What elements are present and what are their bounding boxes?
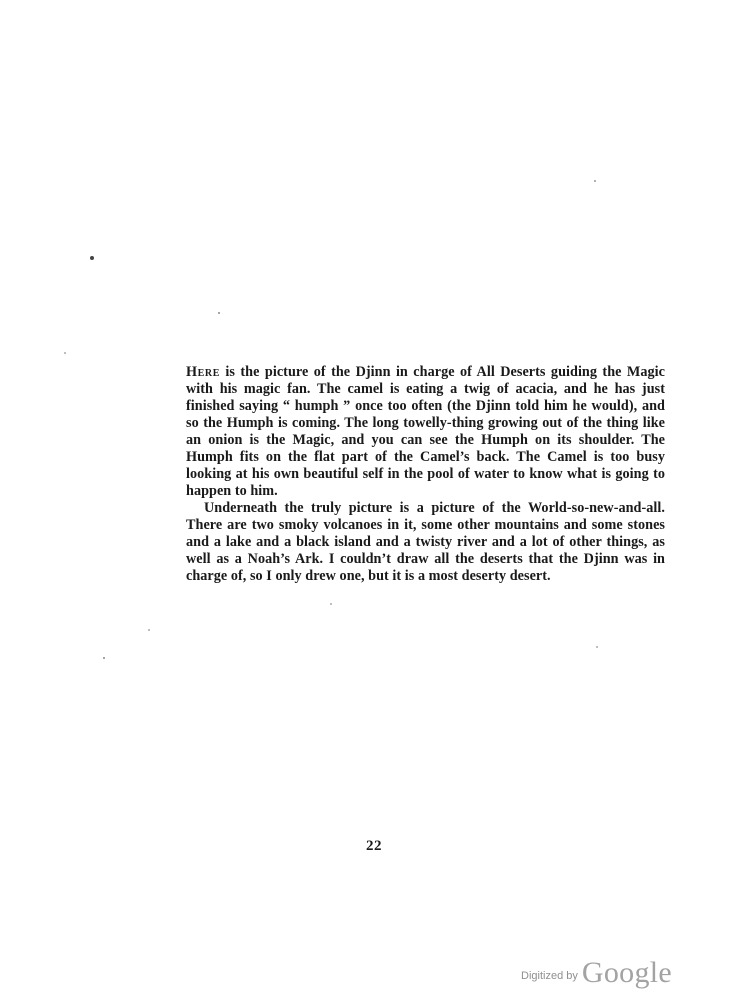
google-logo: Google xyxy=(581,956,672,989)
scan-speck xyxy=(148,629,150,631)
scan-speck xyxy=(594,180,596,182)
scan-speck xyxy=(64,352,66,354)
paragraph-1 xyxy=(186,364,665,500)
scan-speck xyxy=(90,256,94,260)
page-number: 22 xyxy=(366,838,382,854)
scan-speck xyxy=(330,603,332,605)
digitized-watermark xyxy=(521,952,672,988)
paragraph-lead-word: Here xyxy=(186,364,220,380)
scan-speck xyxy=(103,657,105,659)
paragraph-2: Underneath the truly picture is a picture of the World-so-new-and-all. There are two smoky volcanoes in it, some other mountains and some stones and a lake and a black island and a twisty river and a lot of other things, as well as a Noah’s Ark. I couldn’t draw all the deserts that the Djinn was in charge of, so I only drew one, but it is a most deserty desert. xyxy=(186,500,665,584)
body-text xyxy=(186,364,665,585)
scan-speck xyxy=(218,312,220,314)
paragraph-1-body: is the picture of the Djinn in charge of All Deserts guiding the Magic with his magic fan. The camel is eating a twig of acacia, and he has just finished saying “ humph ” once too often (the Djinn told him he would), and so the Humph is coming. The long towelly-thing growing out of the thing like an onion is the Magic, and you can see the Humph on its shoulder. The Humph fits on the flat part of the Camel’s back. The Camel is too busy looking at his own beautiful self in the pool of water to know what is going to happen to him. xyxy=(186,364,665,499)
watermark-prefix: Digitized by xyxy=(521,970,578,982)
scan-speck xyxy=(596,646,598,648)
